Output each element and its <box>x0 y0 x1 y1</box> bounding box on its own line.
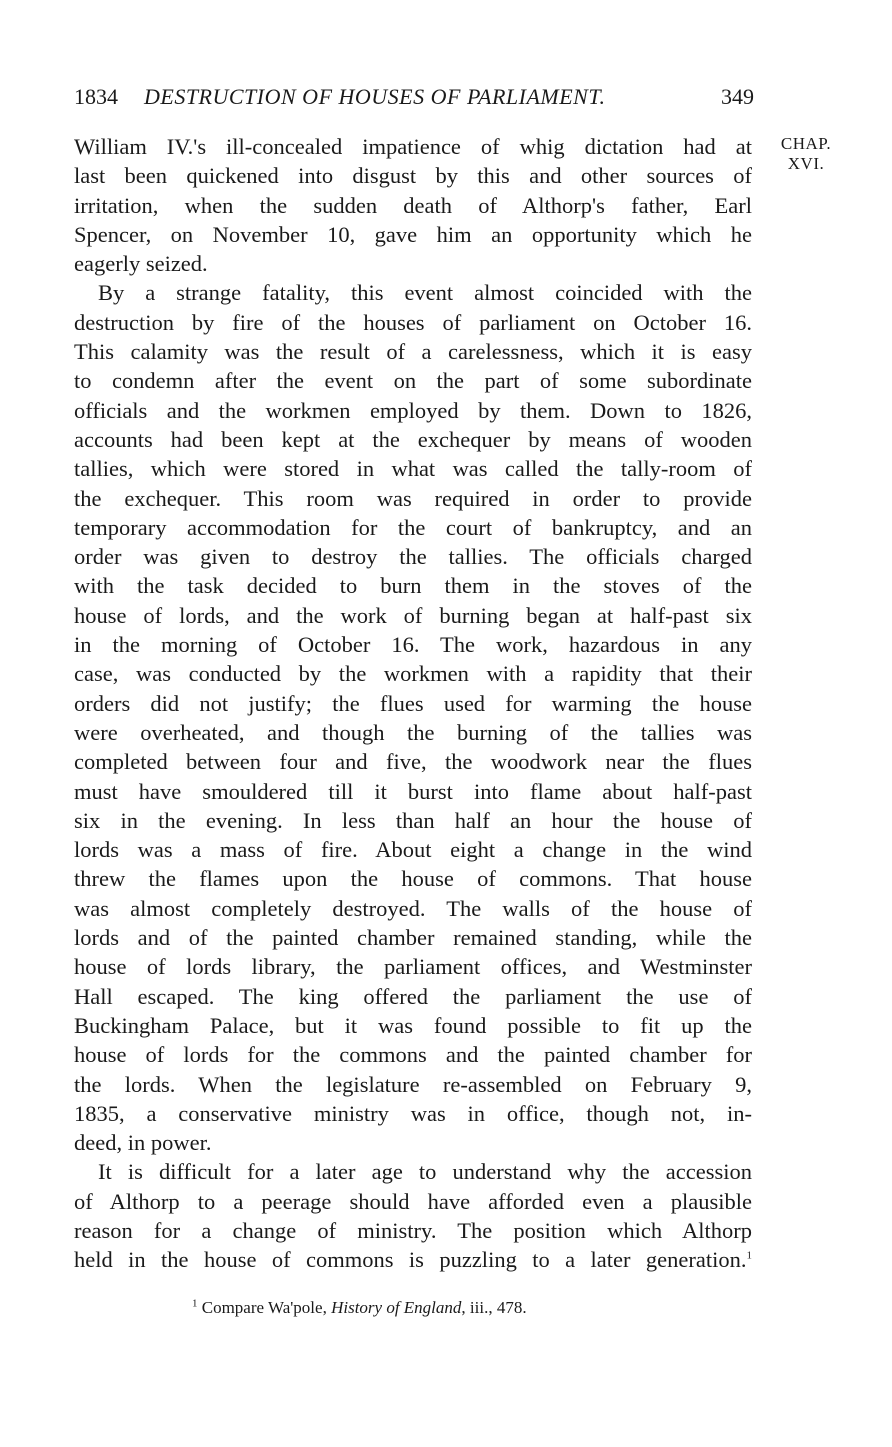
text-line: accounts had been kept at the exchequer by means of wooden <box>74 426 752 452</box>
text-line: order was given to destroy the tallies. The officials charged <box>74 544 752 570</box>
running-title: DESTRUCTION OF HOUSES OF PARLIAMENT. <box>144 84 606 109</box>
body-text <box>74 132 752 1275</box>
footnote-italic-title: History of England <box>331 1298 462 1317</box>
text-line: case, was conducted by the workmen with a rapidity that their <box>74 661 752 687</box>
footnote-reference: 1 <box>746 1249 752 1262</box>
text-line: to condemn after the event on the part of some subordinate <box>74 368 752 394</box>
text-line: deed, in power. <box>74 1130 212 1156</box>
text-line: Buckingham Palace, but it was found possible to fit up the <box>74 1012 752 1038</box>
margin-note-line-1: CHAP. <box>780 134 832 153</box>
text-line: This calamity was the result of a carelessness, which it is easy <box>74 339 752 365</box>
header-year: 1834 <box>74 84 118 109</box>
footnote <box>192 1298 527 1318</box>
text-line: was almost completely destroyed. The walls of the house of <box>74 895 752 921</box>
text-line: must have smouldered till it burst into flame about half-past <box>74 778 752 804</box>
page-number: 349 <box>721 84 754 109</box>
text-line: last been quickened into disgust by this and other sources of <box>74 163 752 189</box>
text-line: Spencer, on November 10, gave him an opportunity which he <box>74 221 752 247</box>
text-line: eagerly seized. <box>74 251 208 277</box>
text-line: orders did not justify; the flues used for warming the house <box>74 690 752 716</box>
footnote-text-after: , iii., 478. <box>461 1298 527 1317</box>
text-line: the exchequer. This room was required in order to provide <box>74 485 752 511</box>
chapter-margin-note <box>772 134 840 174</box>
text-line: in the morning of October 16. The work, hazardous in any <box>74 632 752 658</box>
text-line: irritation, when the sudden death of Althorp's father, Earl <box>74 192 752 218</box>
text-line: house of lords for the commons and the painted chamber for <box>74 1042 752 1068</box>
text-line: house of lords library, the parliament offices, and Westminster <box>74 954 752 980</box>
text-line-with-footnote-ref <box>74 1245 752 1274</box>
text-line: It is difficult for a later age to understand why the accession <box>98 1159 752 1185</box>
text-line: of Althorp to a peerage should have afforded even a plausible <box>74 1188 752 1214</box>
text-line: By a strange fatality, this event almost coincided with the <box>98 280 752 306</box>
text-line: temporary accommodation for the court of bankruptcy, and an <box>74 514 752 540</box>
footnote-marker: 1 <box>192 1297 198 1310</box>
text-line: completed between four and five, the woodwork near the flues <box>74 749 752 775</box>
text-line: officials and the workmen employed by them. Down to 1826, <box>74 397 752 423</box>
text-line: William IV.'s ill-concealed impatience of whig dictation had at <box>74 134 752 159</box>
text-line: Hall escaped. The king offered the parliament the use of <box>74 983 752 1009</box>
text-line: the lords. When the legislature re-assembled on February 9, <box>74 1071 752 1097</box>
text-line: with the task decided to burn them in the stoves of the <box>74 573 752 599</box>
margin-note-line-2: XVI. <box>787 154 825 173</box>
text-line: lords was a mass of fire. About eight a change in the wind <box>74 837 752 863</box>
running-header <box>74 84 754 118</box>
text-line: 1835, a conservative ministry was in office, though not, in- <box>74 1100 752 1126</box>
text-line: threw the flames upon the house of commons. That house <box>74 866 752 892</box>
text-line: lords and of the painted chamber remained standing, while the <box>74 925 752 951</box>
footnote-text-before: Compare Wa'pole, <box>201 1298 332 1317</box>
text-line: house of lords, and the work of burning began at half-past six <box>74 602 752 628</box>
text-line: six in the evening. In less than half an hour the house of <box>74 807 752 833</box>
text-line: destruction by fire of the houses of parliament on October 16. <box>74 309 752 335</box>
text-line: reason for a change of ministry. The position which Althorp <box>74 1217 752 1243</box>
text-line: tallies, which were stored in what was called the tally-room of <box>74 456 752 482</box>
text-line: held in the house of commons is puzzling to a later generation. <box>74 1247 747 1273</box>
text-line: were overheated, and though the burning of the tallies was <box>74 719 752 745</box>
